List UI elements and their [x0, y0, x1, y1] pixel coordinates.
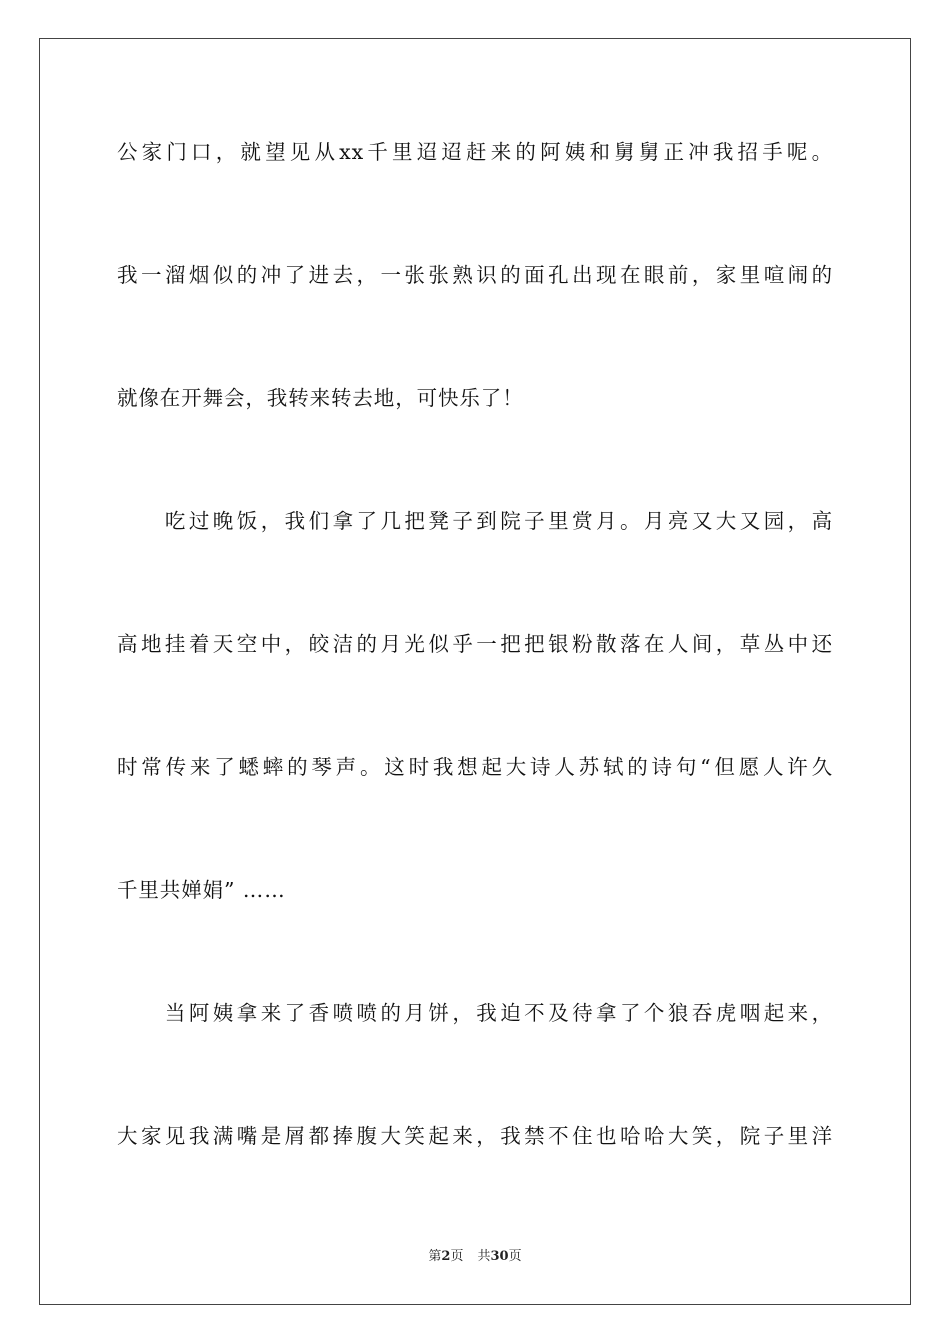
total-suffix: 页 — [508, 1249, 522, 1264]
total-prefix: 共 — [477, 1249, 491, 1264]
text-line-9: 大家见我满嘴是屑都捧腹大笑起来，我禁不住也哈哈大笑，院子里洋 — [117, 1124, 833, 1148]
page-prefix: 第 — [428, 1249, 442, 1264]
page-footer — [0, 1248, 950, 1266]
text-line-8: 当阿姨拿来了香喷喷的月饼，我迫不及待拿了个狼吞虎咽起来， — [117, 1001, 833, 1025]
page-number: 2 — [441, 1249, 451, 1264]
text-line-5: 高地挂着天空中，皎洁的月光似乎一把把银粉散落在人间，草丛中还 — [117, 632, 833, 656]
total-pages: 30 — [490, 1249, 509, 1264]
page-suffix: 页 — [450, 1249, 464, 1264]
page-border — [39, 38, 911, 1305]
text-line-2: 我一溜烟似的冲了进去，一张张熟识的面孔出现在眼前，家里喧闹的 — [117, 263, 833, 287]
text-line-4: 吃过晚饭，我们拿了几把凳子到院子里赏月。月亮又大又园，高 — [117, 509, 833, 533]
text-line-3: 就像在开舞会，我转来转去地，可快乐了！ — [117, 386, 524, 410]
text-line-1: 公家门口，就望见从xx千里迢迢赶来的阿姨和舅舅正冲我招手呢。 — [117, 140, 833, 164]
text-line-7: 千里共婵娟” …… — [117, 878, 286, 902]
text-line-6: 时常传来了蟋蟀的琴声。这时我想起大诗人苏轼的诗句“但愿人许久 — [117, 755, 833, 779]
